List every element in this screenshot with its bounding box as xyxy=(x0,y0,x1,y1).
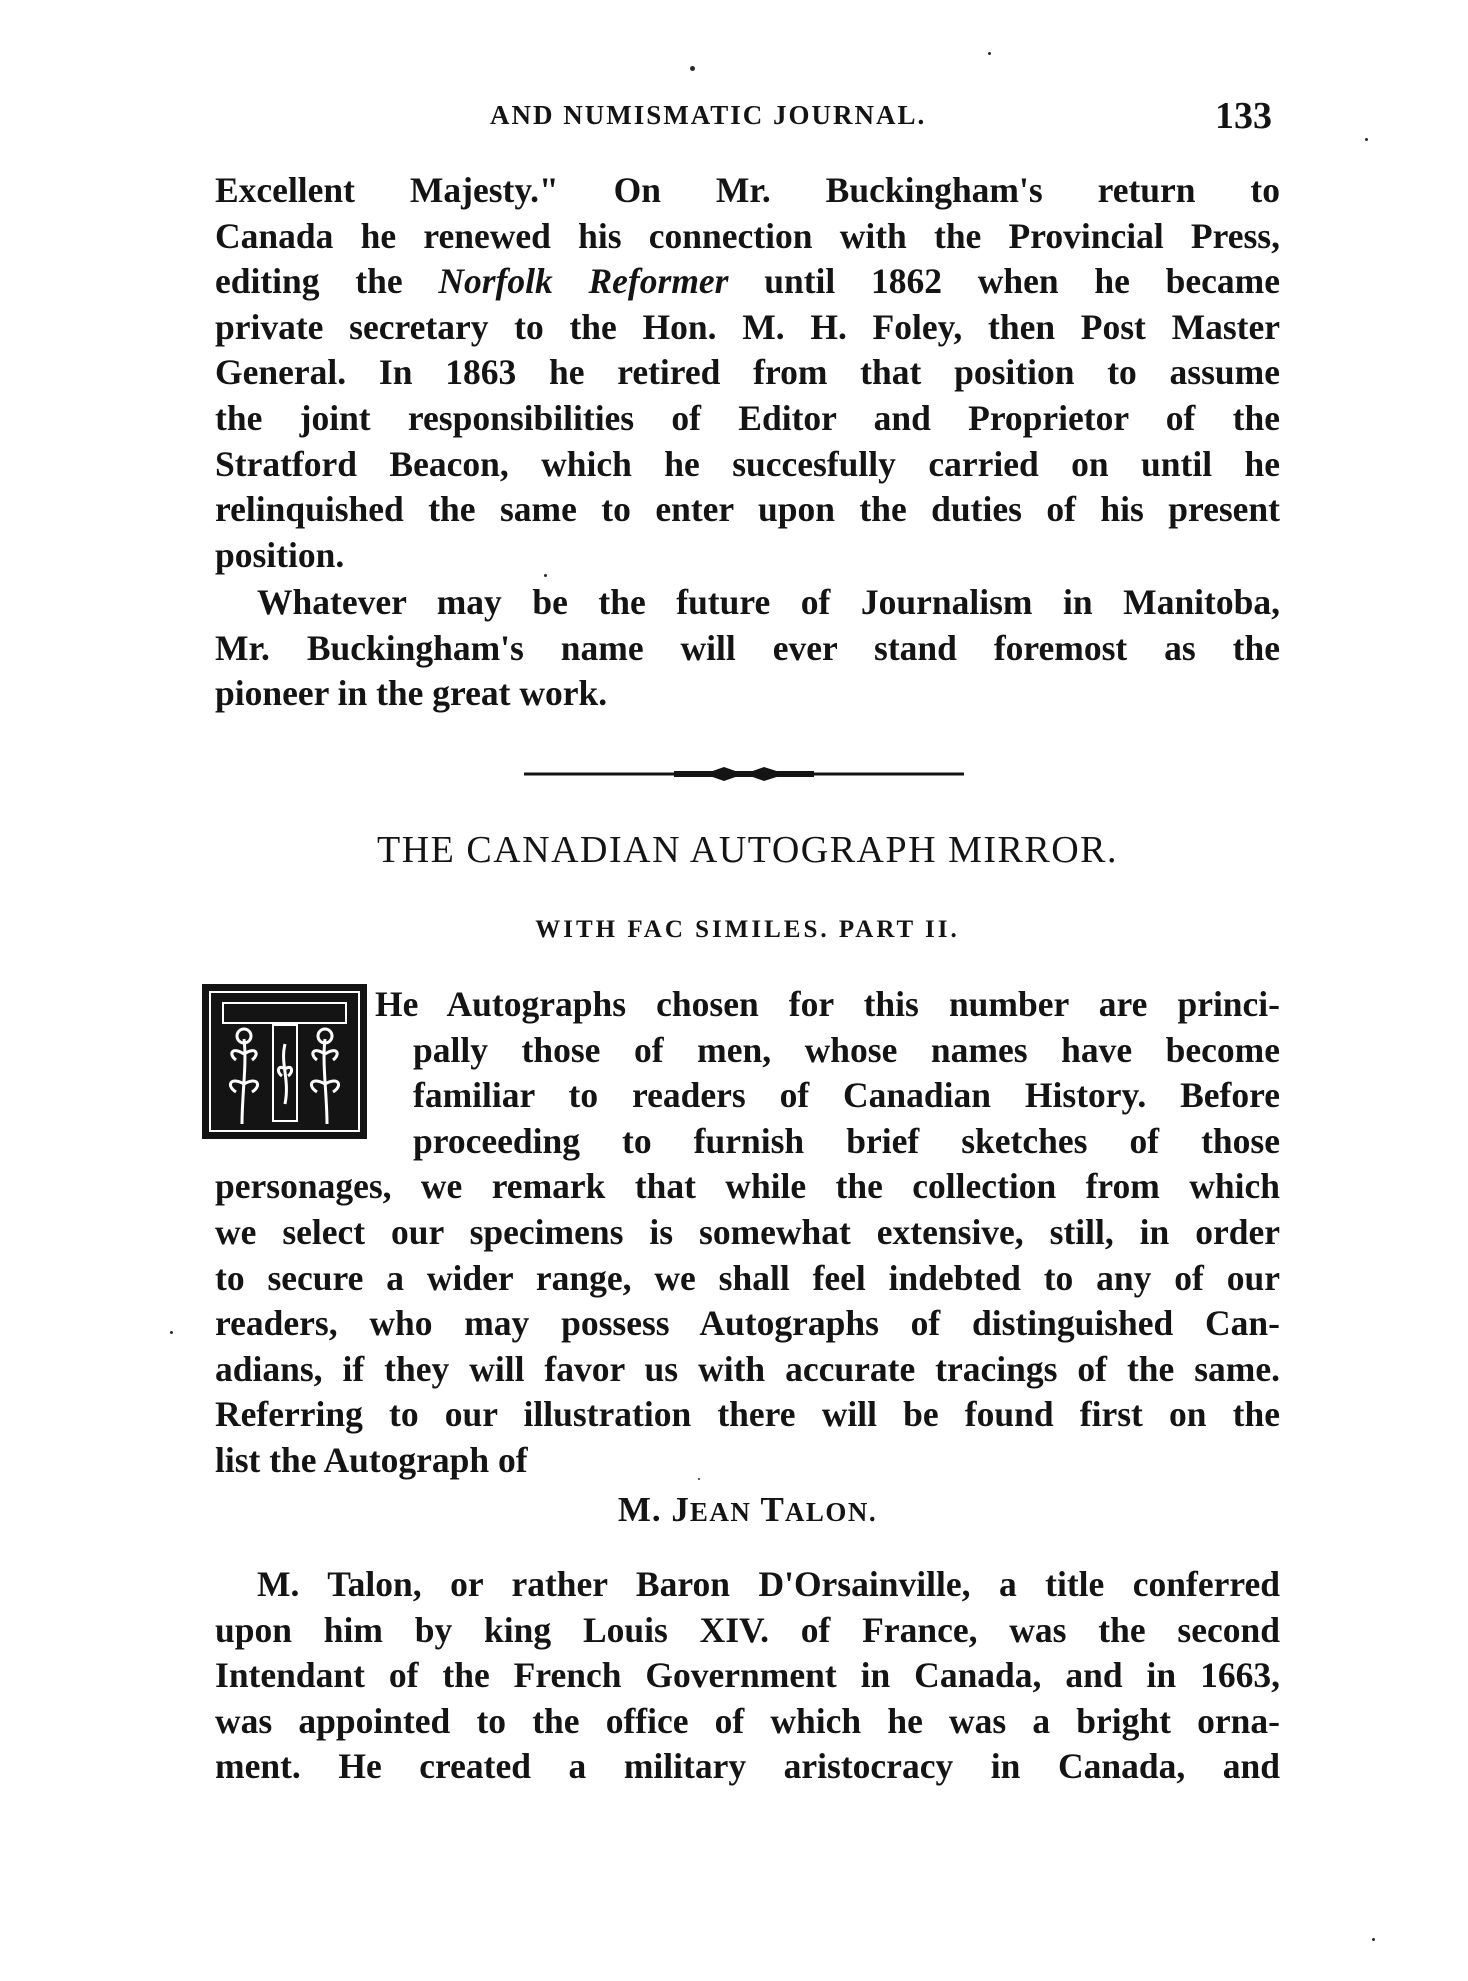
text-line: Stratford Beacon, which he succesfully carried on until he xyxy=(215,443,1280,484)
text-line: to secure a wider range, we shall feel indebted to any of our xyxy=(215,1257,1280,1298)
running-title: AND NUMISMATIC JOURNAL. xyxy=(490,100,927,130)
text-line: personages, we remark that while the collection from which xyxy=(215,1166,1280,1207)
running-head xyxy=(215,96,1280,146)
scan-speck xyxy=(988,52,991,55)
text-line: Canada he renewed his connection with the Provincial Press, xyxy=(215,215,1280,256)
text-line: upon him by king Louis XIV. of France, was the second xyxy=(215,1609,1280,1650)
subheading-part: T xyxy=(751,1490,785,1529)
text-line: Referring to our illustration there will be found first on the xyxy=(215,1394,1280,1435)
text-line: position. xyxy=(215,534,345,575)
subheading-part: ALON. xyxy=(784,1497,878,1527)
text-line: General. In 1863 he retired from that position to assume xyxy=(215,352,1280,393)
text-line: Mr. Buckingham's name will ever stand foremost as the xyxy=(215,627,1280,668)
paragraph-autographs-intro xyxy=(215,982,1280,1484)
rule-with-diamond-icon xyxy=(524,762,964,786)
text-line: readers, who may possess Autographs of distinguished Can- xyxy=(215,1303,1280,1344)
scan-speck xyxy=(170,1331,173,1334)
section-subtitle: WITH FAC SIMILES. PART II. xyxy=(535,916,960,943)
text-line: list the Autograph of xyxy=(215,1439,528,1480)
text-fragment: until 1862 when he became xyxy=(728,261,1280,302)
scan-speck xyxy=(690,66,695,71)
text-fragment: editing the xyxy=(215,261,439,302)
page-number: 133 xyxy=(1215,95,1272,137)
text-line: relinquished the same to enter upon the duties of his present xyxy=(215,489,1280,530)
text-line: Whatever may be the future of Journalism in Manitoba, xyxy=(257,582,1280,622)
scan-speck xyxy=(698,1478,700,1480)
paragraph-talon-bio xyxy=(215,1562,1280,1790)
paragraph-journalism-manitoba xyxy=(215,580,1280,717)
text-line: He Autographs chosen for this number are princi- xyxy=(375,984,1280,1024)
scan-speck xyxy=(1372,1938,1375,1941)
text-line: M. Talon, or rather Baron D'Orsainville, a title conferred xyxy=(257,1564,1280,1604)
text-line: pioneer in the great work. xyxy=(215,673,608,714)
newspaper-title: Norfolk Reformer xyxy=(438,261,729,302)
text-line: ment. He created a military aristocracy in Canada, and xyxy=(215,1746,1280,1787)
text-line: adians, if they will favor us with accurate tracings of the same. xyxy=(215,1348,1280,1389)
text-line: we select our specimens is somewhat extensive, still, in order xyxy=(215,1211,1280,1252)
text-line: was appointed to the office of which he was a bright orna- xyxy=(215,1700,1280,1741)
subheading-part: M. J xyxy=(617,1490,690,1529)
subheading-jean-talon xyxy=(215,1490,1280,1530)
text-line: proceeding to furnish brief sketches of those xyxy=(413,1120,1280,1161)
scan-speck xyxy=(544,574,547,577)
text-line: Intendant of the French Government in Canada, and in 1663, xyxy=(215,1655,1280,1696)
paragraph-buckingham-career xyxy=(215,168,1280,578)
text-line xyxy=(215,259,1280,305)
scan-speck xyxy=(1365,138,1368,141)
text-line: familiar to readers of Canadian History. Before xyxy=(413,1075,1280,1116)
subheading-part: EAN xyxy=(689,1497,752,1527)
text-line: private secretary to the Hon. M. H. Foley, then Post Master xyxy=(215,306,1280,347)
text-line: Excellent Majesty." On Mr. Buckingham's return to xyxy=(215,170,1280,210)
text-line: pally those of men, whose names have become xyxy=(413,1029,1280,1070)
text-line: the joint responsibilities of Editor and Proprietor of the xyxy=(215,397,1280,438)
section-title: THE CANADIAN AUTOGRAPH MIRROR. xyxy=(376,829,1118,871)
